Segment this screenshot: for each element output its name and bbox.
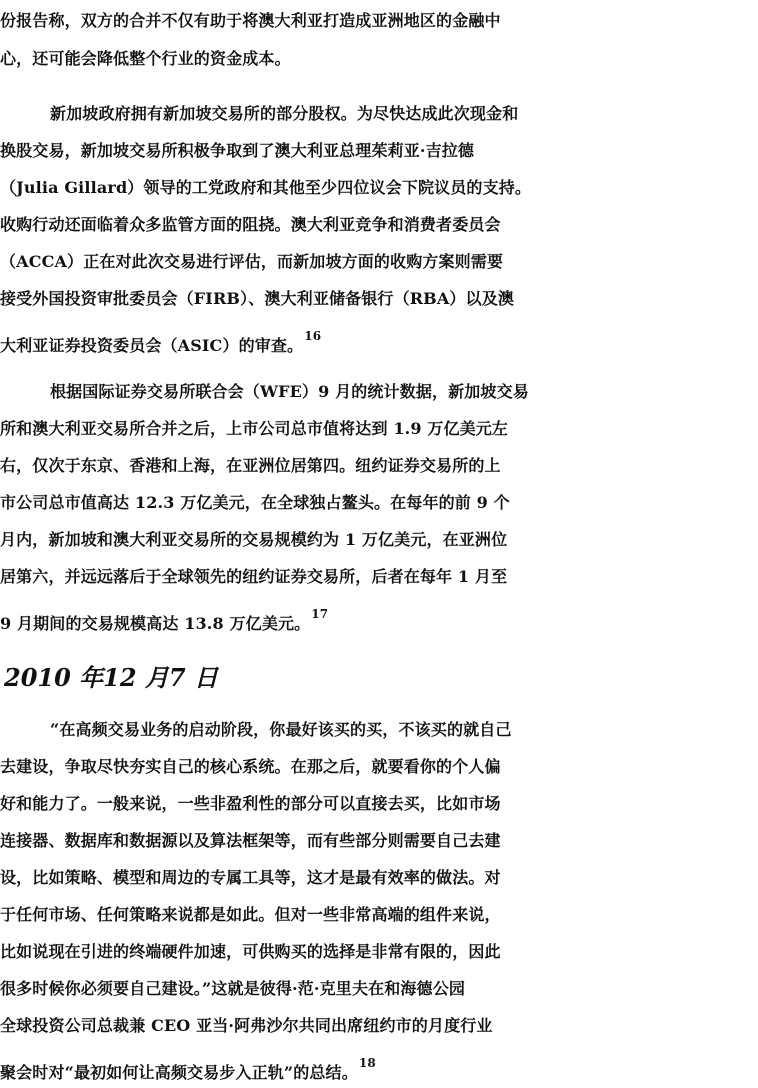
text-line: 月内，新加坡和澳大利亚交易所的交易规模约为 1 万亿美元，在亚洲位 <box>0 530 508 549</box>
text-line: 大利亚证券投资委员会（ASIC）的审查。$^{16}$ <box>0 329 322 355</box>
footnote-marker: 18 <box>358 1056 376 1070</box>
text-line: 聚会时对“最初如何让高频交易步入正轨”的总结。$^{18}$ <box>0 1056 376 1082</box>
text-line: 市公司总市值高达 12.3 万亿美元，在全球独占鳌头。在每年的前 9 个 <box>0 493 510 512</box>
text-line: 很多时候你必须要自己建设。”这就是彼得·范·克里夫在和海德公园 <box>0 979 465 998</box>
footnote-marker: 17 <box>311 607 329 621</box>
text-line: 设，比如策略、模型和周边的专属工具等，这才是最有效率的做法。对 <box>0 868 501 887</box>
text-line: 新加坡政府拥有新加坡交易所的部分股权。为尽快达成此次现金和 <box>50 104 519 123</box>
text-line: 所和澳大利亚交易所合并之后，上市公司总市值将达到 1.9 万亿美元左 <box>0 419 509 438</box>
text-line: 于任何市场、任何策略来说都是如此。但对一些非常高端的组件来说， <box>0 905 501 924</box>
text-line: 全球投资公司总裁兼 CEO 亚当·阿弗沙尔共同出席纽约市的月度行业 <box>0 1016 493 1035</box>
text-line: 右，仅次于东京、香港和上海，在亚洲位居第四。纽约证券交易所的上 <box>0 456 501 475</box>
text-line: （Julia Gillard）领导的工党政府和其他至少四位议会下院议员的支持。 <box>0 178 532 197</box>
text-line: 收购行动还面临着众多监管方面的阻挠。澳大利亚竞争和消费者委员会 <box>0 215 501 234</box>
text-line: 份报告称，双方的合并不仅有助于将澳大利亚打造成亚洲地区的金融中 <box>0 11 501 30</box>
text-line: 连接器、数据库和数据源以及算法框架等，而有些部分则需要自己去建 <box>0 831 501 850</box>
text-line: 接受外国投资审批委员会（FIRB）、澳大利亚储备银行（RBA）以及澳 <box>0 289 514 308</box>
text-line: （ACCA）正在对此次交易进行评估，而新加坡方面的收购方案则需要 <box>0 252 504 271</box>
text-line: 比如说现在引进的终端硬件加速，可供购买的选择是非常有限的，因此 <box>0 942 501 961</box>
footnote-marker: 16 <box>304 329 322 343</box>
text-line: 好和能力了。一般来说，一些非盈利性的部分可以直接去买，比如市场 <box>0 794 501 813</box>
text-line: 根据国际证券交易所联合会（WFE）9 月的统计数据，新加坡交易 <box>50 382 529 401</box>
text-line: 去建设，争取尽快夯实自己的核心系统。在那之后，就要看你的个人偏 <box>0 757 501 776</box>
date-heading: 2010 年12 月7 日 <box>4 663 218 692</box>
text-line: 居第六，并远远落后于全球领先的纽约证券交易所，后者在每年 1 月至 <box>0 567 508 586</box>
text-line: 9 月期间的交易规模高达 13.8 万亿美元。$^{17}$ <box>0 607 329 633</box>
text-line: “在高频交易业务的启动阶段，你最好该买的买，不该买的就自己 <box>50 720 512 739</box>
text-line: 换股交易，新加坡交易所积极争取到了澳大利亚总理茱莉亚·吉拉德 <box>0 141 475 160</box>
text-line: 心，还可能会降低整个行业的资金成本。 <box>0 49 291 68</box>
